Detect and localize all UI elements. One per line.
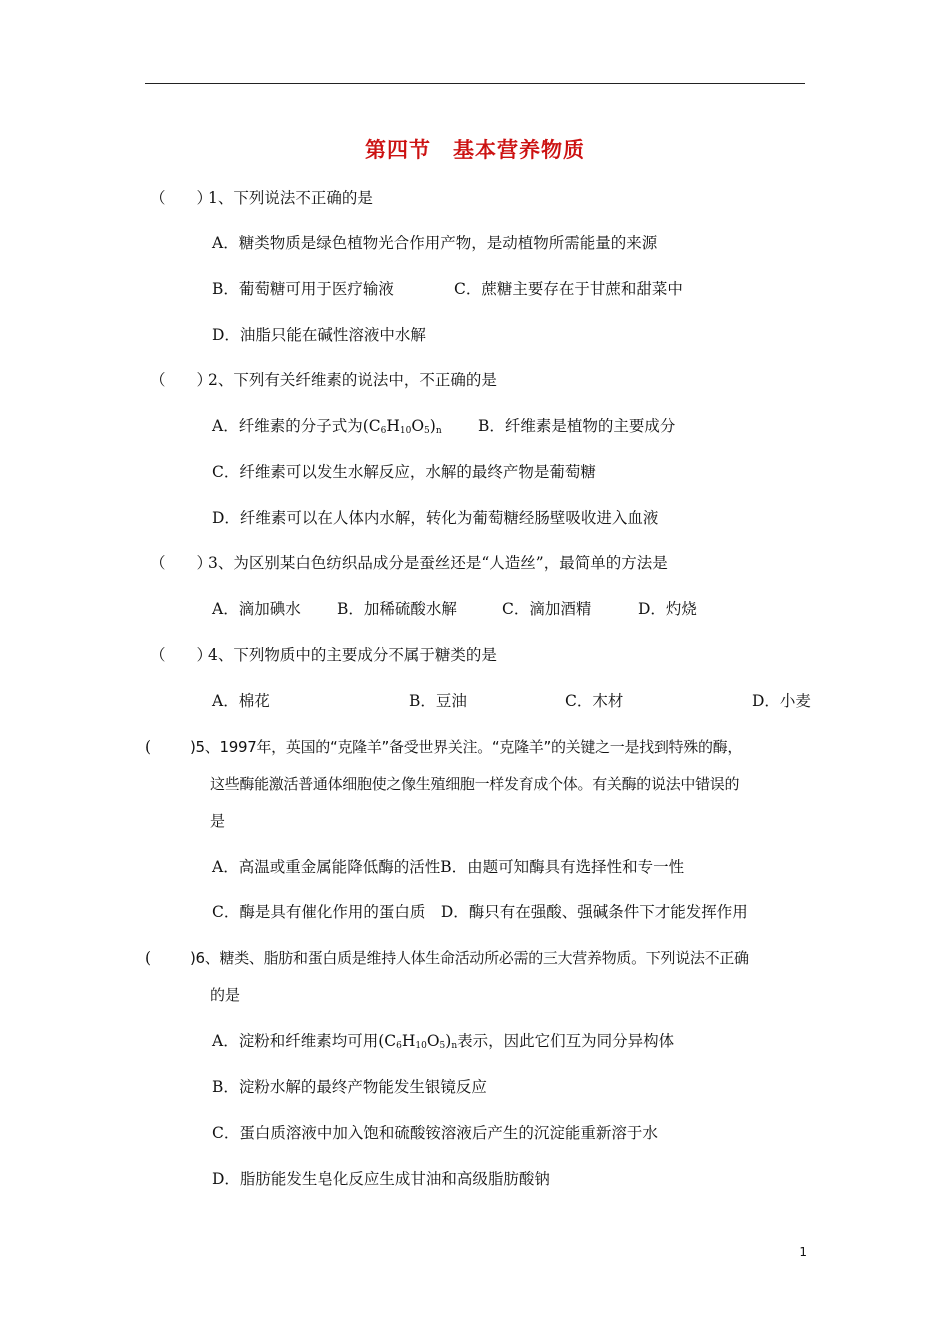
question-5-stem-line-2: 这些酶能激活普通体细胞使之像生殖细胞一样发育成个体。有关酶的说法中错误的 (210, 775, 740, 793)
question-3-option-b: B．加稀硫酸水解 (337, 600, 457, 618)
question-5-options-c-d: C．酶是具有催化作用的蛋白质 D．酶只有在强酸、强碱条件下才能发挥作用 (212, 903, 748, 921)
answer-blank-5: ( (145, 738, 152, 756)
question-5-options-a-b: A．高温或重金属能降低酶的活性B．由题可知酶具有选择性和专一性 (212, 858, 685, 876)
question-4-option-a: A．棉花 (212, 692, 270, 710)
title-section-number: 第四节 (365, 138, 431, 162)
question-4-option-c: C．木材 (565, 692, 624, 710)
question-5-stem-line-3: 是 (210, 812, 226, 830)
question-5-stem-line-1: )5、1997年，英国的“克隆羊”备受世界关注。“克隆羊”的关键之一是找到特殊的酶， (190, 738, 743, 756)
question-6-stem-line-2: 的是 (210, 986, 241, 1004)
answer-blank-2: （ ） (150, 371, 213, 389)
title-topic: 基本营养物质 (453, 138, 585, 162)
question-2-option-b: B．纤维素是植物的主要成分 (478, 417, 676, 435)
answer-blank-4: （ ） (150, 646, 213, 664)
answer-blank-6: ( (145, 949, 152, 967)
question-1-option-d: D．油脂只能在碱性溶液中水解 (212, 326, 426, 344)
question-2-option-a: A．纤维素的分子式为$(C_6H_{10}O_5)_n$ (212, 417, 442, 436)
question-2-option-c: C．纤维素可以发生水解反应，水解的最终产物是葡萄糖 (212, 463, 596, 481)
question-6-option-b: B．淀粉水解的最终产物能发生银镜反应 (212, 1078, 487, 1096)
answer-blank-3: （ ） (150, 554, 213, 572)
question-3-stem: 3、为区别某白色纺织品成分是蚕丝还是“人造丝”，最简单的方法是 (208, 554, 668, 572)
question-6-option-a: A．淀粉和纤维素均可用$(C_6H_{10}O_5)_n$表示，因此它们互为同分异构体 (212, 1032, 675, 1051)
question-6-option-d: D．脂肪能发生皂化反应生成甘油和高级脂肪酸钠 (212, 1170, 550, 1188)
question-4-option-d: D．小麦 (752, 692, 811, 710)
answer-blank-1: （ ） (150, 189, 213, 207)
question-4-option-b: B．豆油 (409, 692, 467, 710)
question-2-option-d: D．纤维素可以在人体内水解，转化为葡萄糖经肠壁吸收进入血液 (212, 509, 659, 527)
question-6-stem-line-1: )6、糖类、脂肪和蛋白质是维持人体生命活动所必需的三大营养物质。下列说法不正确 (190, 949, 749, 967)
question-3-option-d: D．灼烧 (638, 600, 697, 618)
page-number: 1 (799, 1245, 807, 1259)
question-3-option-c: C．滴加酒精 (502, 600, 592, 618)
question-3-option-a: A．滴加碘水 (212, 600, 301, 618)
question-2-stem: 2、下列有关纤维素的说法中，不正确的是 (208, 371, 497, 389)
question-1-stem: 1、下列说法不正确的是 (208, 189, 373, 207)
question-4-stem: 4、下列物质中的主要成分不属于糖类的是 (208, 646, 497, 664)
question-1-option-b: B．葡萄糖可用于医疗输液 (212, 280, 394, 298)
question-6-option-c: C．蛋白质溶液中加入饱和硫酸铵溶液后产生的沉淀能重新溶于水 (212, 1124, 658, 1142)
header-rule (145, 83, 805, 84)
section-title (0, 134, 950, 164)
question-1-option-a: A．糖类物质是绿色植物光合作用产物，是动植物所需能量的来源 (212, 234, 658, 252)
question-1-option-c: C．蔗糖主要存在于甘蔗和甜菜中 (454, 280, 683, 298)
